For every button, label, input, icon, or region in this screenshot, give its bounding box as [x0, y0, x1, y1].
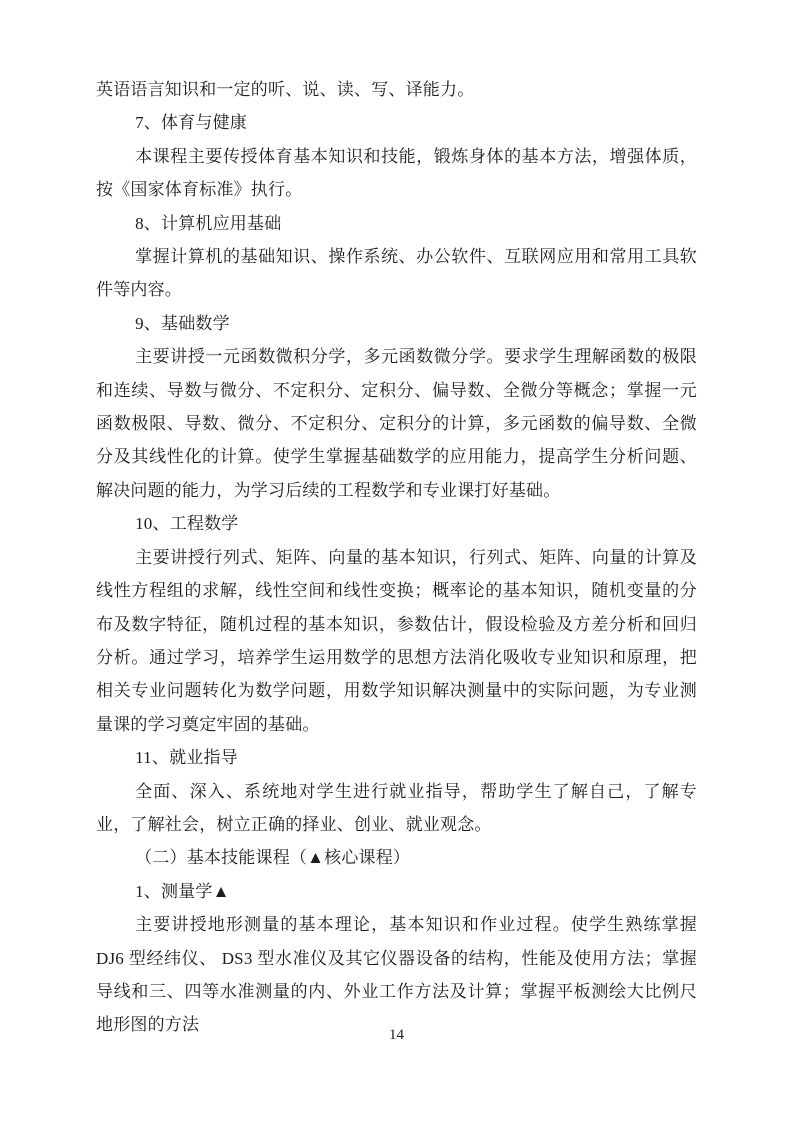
paragraph: 全面、深入、系统地对学生进行就业指导，帮助学生了解自己，了解专业，了解社会，树立正确的择业、创业、就业观念。: [96, 781, 697, 834]
paragraph-heading: 10、工程数学: [135, 514, 239, 534]
paragraph-heading: 7、体育与健康: [135, 113, 247, 133]
paragraph-heading: 1、测量学▲: [135, 881, 230, 901]
paragraph: 本课程主要传授体育基本知识和技能，锻炼身体的基本方法，增强体质，按《国家体育标准》执行。: [96, 146, 697, 200]
paragraph: 英语语言知识和一定的听、说、读、写、译能力。: [96, 80, 475, 99]
paragraph: 主要讲授地形测量的基本理论，基本知识和作业过程。使学生熟练掌握 DJ6 型经纬仪、 DS3 型水准仪及其它仪器设备的结构，性能及使用方法；掌握导线和三、四等水准测量的内、外业工作方法及计算；掌握平板测绘大比例尺地形图的方法: [96, 915, 697, 1035]
paragraph: 掌握计算机的基础知识、操作系统、办公软件、互联网应用和常用工具软件等内容。: [96, 247, 697, 300]
paragraph: 主要讲授一元函数微积分学，多元函数微分学。要求学生理解函数的极限和连续、导数与微分、不定积分、定积分、偏导数、全微分等概念；掌握一元函数极限、导数、微分、不定积分、定积分的计算，多元函数的偏导数、全微分及其线性化的计算。使学生掌握基础数学的应用能力，提高学生分析问题、解决问题的能力，为学习后续的工程数学和专业课打好基础。: [96, 347, 697, 500]
paragraph-heading: 9、基础数学: [135, 313, 230, 333]
paragraph-heading: 8、计算机应用基础: [135, 213, 282, 233]
paragraph-heading: 11、就业指导: [135, 748, 238, 768]
paragraph: 主要讲授行列式、矩阵、向量的基本知识，行列式、矩阵、向量的计算及线性方程组的求解，线性空间和线性变换；概率论的基本知识，随机变量的分布及数字特征，随机过程的基本知识，参数估计，假设检验及方差分析和回归分析。通过学习，培养学生运用数学的思想方法消化吸收专业知识和原理，把相关专业问题转化为数学问题，用数学知识解决测量中的实际问题，为专业测量课的学习奠定牢固的基础。: [96, 547, 697, 734]
paragraph-heading: （二）基本技能课程（▲核心课程）: [135, 848, 411, 868]
page-content: [96, 73, 697, 1042]
page-number: 14: [389, 1027, 404, 1043]
